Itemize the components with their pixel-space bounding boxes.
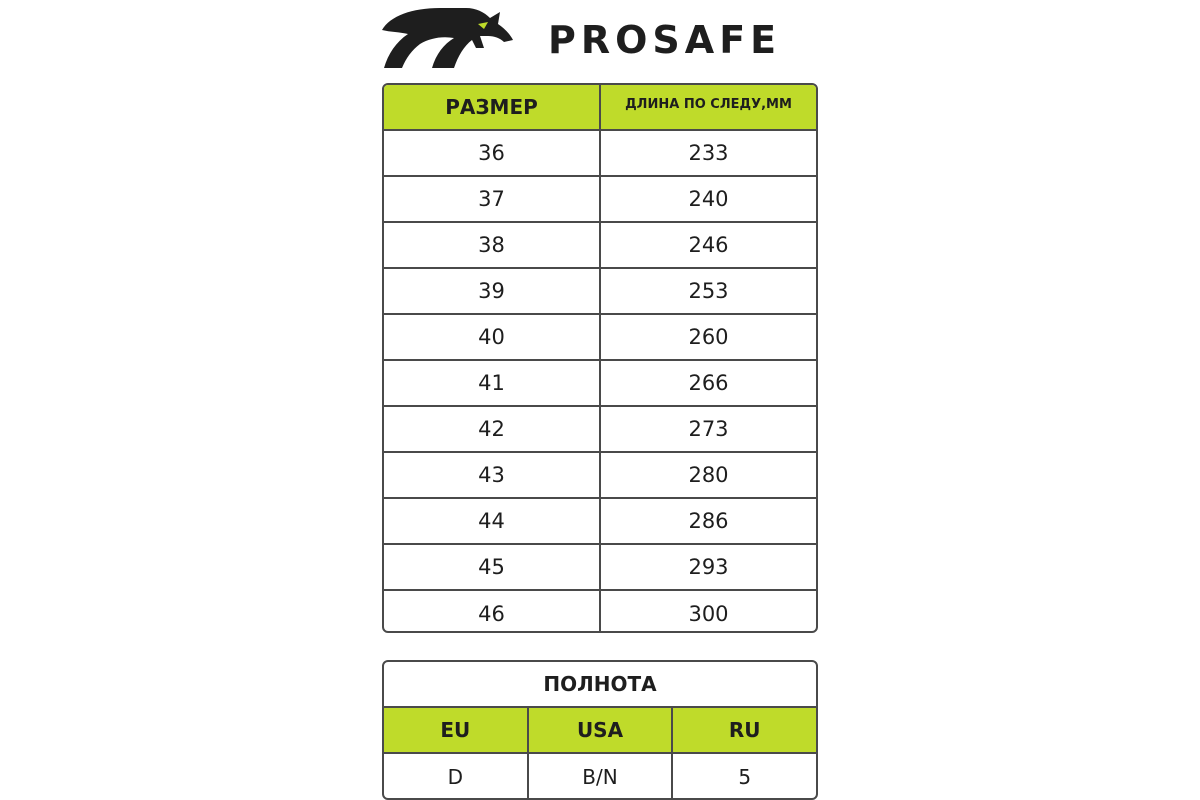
length-header-line1: ДЛИНА ПО СЛЕДУ, xyxy=(625,97,767,112)
length-cell: 286 xyxy=(688,509,729,533)
length-cell: 280 xyxy=(688,463,729,487)
size-cell: 37 xyxy=(384,177,601,221)
size-table-body xyxy=(384,131,816,633)
size-cell: 36 xyxy=(384,131,601,175)
size-cell: 38 xyxy=(384,223,601,267)
size-cell: 43 xyxy=(384,453,601,497)
width-table-header xyxy=(384,708,816,754)
table-row xyxy=(384,223,816,269)
rhino-head-icon xyxy=(380,2,515,74)
width-value-ru: 5 xyxy=(738,765,752,789)
size-table xyxy=(382,83,818,633)
width-header-eu: EU xyxy=(384,708,529,752)
size-cell: 39 xyxy=(384,269,601,313)
length-cell: 293 xyxy=(688,555,729,579)
width-table xyxy=(382,660,818,800)
table-row xyxy=(384,545,816,591)
table-row xyxy=(384,269,816,315)
width-table-title: ПОЛНОТА xyxy=(384,662,816,708)
length-column-header xyxy=(601,85,816,129)
length-cell: 253 xyxy=(688,279,729,303)
width-value-usa: B/N xyxy=(529,754,674,800)
table-row xyxy=(384,361,816,407)
brand-header xyxy=(380,2,820,76)
size-cell: 45 xyxy=(384,545,601,589)
length-cell: 246 xyxy=(688,233,729,257)
table-row xyxy=(384,499,816,545)
table-row xyxy=(384,177,816,223)
width-header-usa: USA xyxy=(529,708,674,752)
size-cell: 40 xyxy=(384,315,601,359)
table-row xyxy=(384,453,816,499)
size-cell: 44 xyxy=(384,499,601,543)
length-cell: 300 xyxy=(688,602,729,626)
length-cell: 260 xyxy=(688,325,729,349)
size-cell: 41 xyxy=(384,361,601,405)
length-cell: 273 xyxy=(688,417,729,441)
length-cell: 233 xyxy=(688,141,729,165)
length-cell: 266 xyxy=(688,371,729,395)
size-column-header: РАЗМЕР xyxy=(384,85,601,129)
brand-name: PROSAFE xyxy=(548,18,782,62)
table-row xyxy=(384,407,816,453)
size-cell: 42 xyxy=(384,407,601,451)
table-row xyxy=(384,131,816,177)
length-header-unit: ММ xyxy=(766,97,792,112)
table-row xyxy=(384,591,816,633)
length-cell: 240 xyxy=(688,187,729,211)
size-table-header xyxy=(384,85,816,131)
size-cell: 46 xyxy=(384,591,601,633)
width-header-ru: RU xyxy=(728,718,761,742)
width-value-eu: D xyxy=(384,754,529,800)
width-table-values xyxy=(384,754,816,800)
table-row xyxy=(384,315,816,361)
